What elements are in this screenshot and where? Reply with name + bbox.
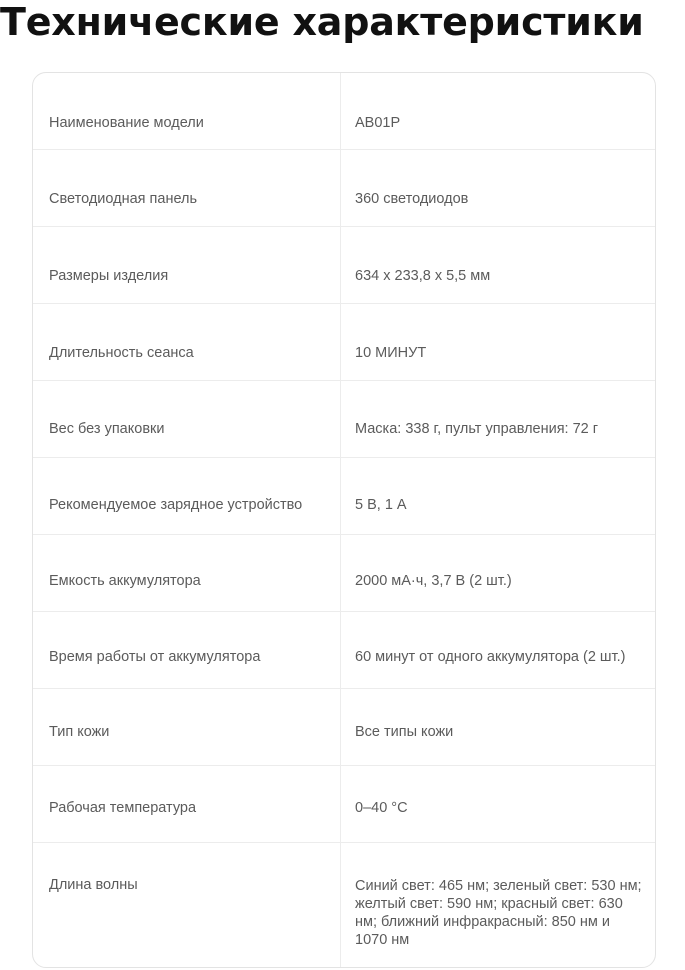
spec-label: Рабочая температура bbox=[49, 800, 197, 816]
spec-row-battery-capacity bbox=[33, 535, 655, 612]
spec-value: 634 x 233,8 x 5,5 мм bbox=[355, 268, 491, 284]
spec-value: Все типы кожи bbox=[355, 724, 454, 740]
spec-label: Рекомендуемое зарядное устройство bbox=[49, 497, 303, 513]
spec-row-model bbox=[33, 73, 655, 150]
spec-label: Светодиодная панель bbox=[49, 191, 198, 207]
spec-label: Наименование модели bbox=[49, 115, 204, 131]
spec-value: 5 В, 1 А bbox=[355, 497, 407, 513]
spec-value: 60 минут от одного аккумулятора (2 шт.) bbox=[355, 649, 626, 665]
spec-row-skin-type bbox=[33, 689, 655, 766]
spec-label: Размеры изделия bbox=[49, 268, 169, 284]
spec-value: 10 МИНУТ bbox=[355, 345, 427, 361]
spec-value: 0–40 °C bbox=[355, 800, 408, 816]
spec-row-led-panel bbox=[33, 150, 655, 227]
spec-label: Время работы от аккумулятора bbox=[49, 649, 261, 665]
spec-row-session-duration bbox=[33, 304, 655, 381]
spec-label: Длина волны bbox=[49, 877, 138, 893]
spec-value: 360 светодиодов bbox=[355, 191, 469, 207]
spec-row-battery-life bbox=[33, 612, 655, 689]
spec-value: 2000 мА·ч, 3,7 В (2 шт.) bbox=[355, 573, 512, 589]
spec-label: Длительность сеанса bbox=[49, 345, 194, 361]
spec-label: Вес без упаковки bbox=[49, 421, 165, 437]
spec-row-charger bbox=[33, 458, 655, 535]
spec-row-operating-temperature bbox=[33, 766, 655, 843]
spec-value: Маска: 338 г, пульт управления: 72 г bbox=[355, 421, 599, 437]
spec-row-wavelength bbox=[33, 843, 655, 968]
spec-value: Синий свет: 465 нм; зеленый свет: 530 нм; желтый свет: 590 нм; красный свет: 630 нм; ближний инфракрасный: 850 нм и 1070 нм bbox=[355, 878, 642, 948]
spec-row-dimensions bbox=[33, 227, 655, 304]
spec-value: AB01P bbox=[355, 115, 401, 131]
spec-label: Тип кожи bbox=[49, 724, 110, 740]
spec-label: Емкость аккумулятора bbox=[49, 573, 201, 589]
spec-row-weight bbox=[33, 381, 655, 458]
page-title: Технические характеристики bbox=[0, 0, 644, 44]
spec-table bbox=[32, 72, 656, 968]
